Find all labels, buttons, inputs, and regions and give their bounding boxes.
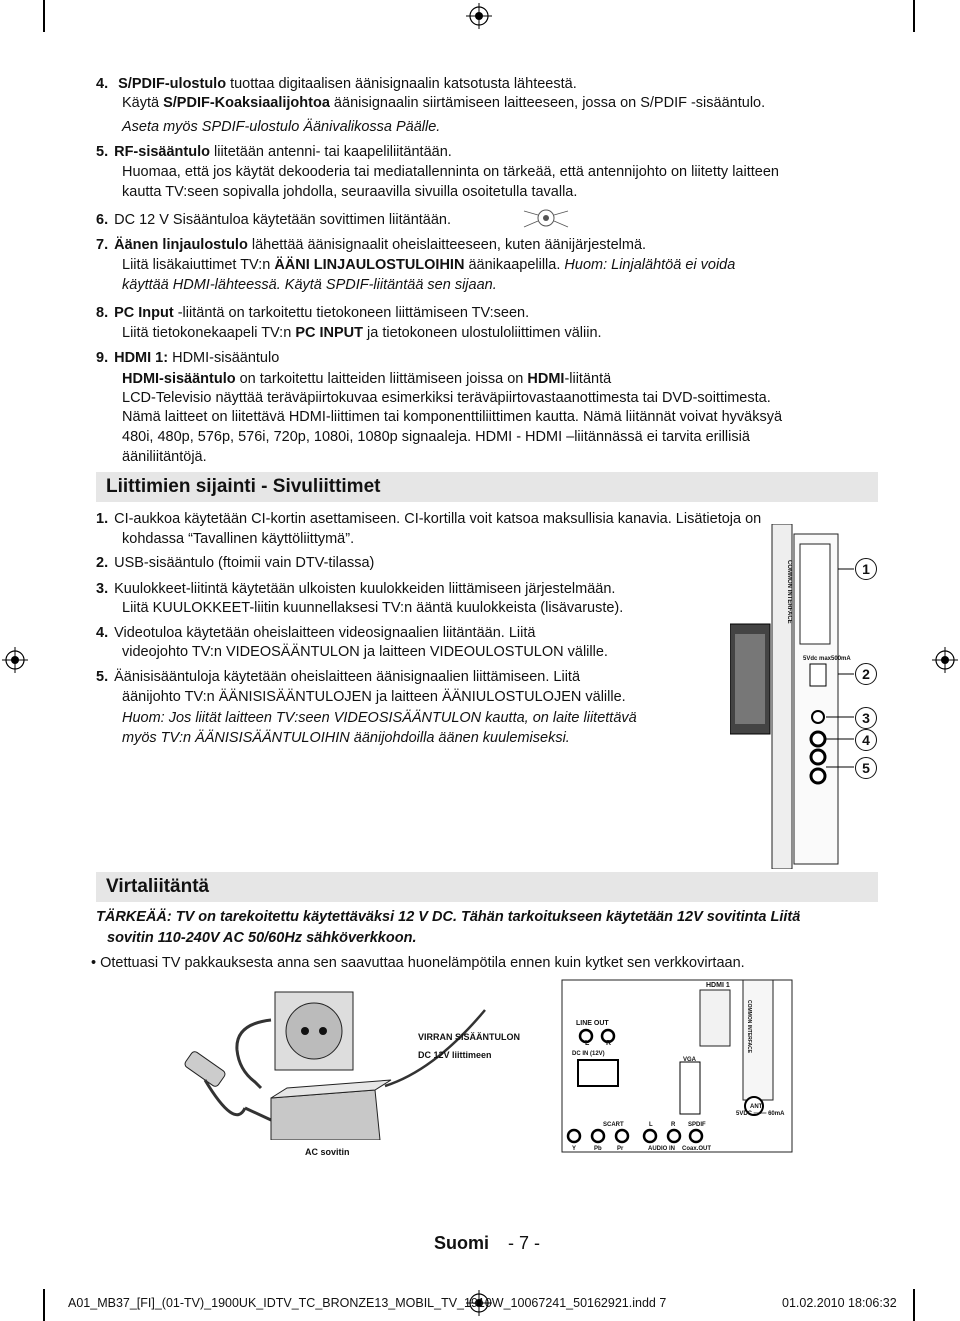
item-9-line4: Nämä laitteet on liitettävä HDMI-liittimen tai komponenttiliittimen kautta. Nämä liitännät voivat hyväksyä (122, 409, 783, 425)
item-text: HDMI-sisääntulo (168, 350, 280, 366)
text: ja tietokoneen ulostuloliittimen väliin. (362, 325, 602, 341)
panel-ci: COMMON INTERFACE (746, 1000, 752, 1054)
item-4-line1 (96, 75, 577, 94)
item-number: 4. (96, 76, 109, 92)
footer-timestamp: 01.02.2010 18:06:32 (782, 1296, 897, 1310)
text: äänikaapelilla. (464, 257, 565, 273)
item-title: Äänen linjaulostulo (114, 237, 248, 253)
item-4-line2 (122, 94, 765, 113)
panel-ant-spec: 5VDC ═══ 60mA (736, 1111, 785, 1117)
item-text: -liitäntä on tarkoitettu tietokoneen liittämiseen TV:seen. (173, 305, 530, 321)
item-title: S/PDIF-ulostulo (118, 76, 227, 92)
item-text: Videotuloa käytetään oheislaitteen videosignaalien liitäntään. Liitä (114, 625, 536, 641)
callout-5: 5 (855, 757, 877, 779)
panel-r: R (606, 1040, 612, 1047)
bold-text: HDMI-sisääntulo (122, 371, 236, 387)
item-5-line3: kautta TV:seen sopivalla johdolla, seuraavilla sivuilla osoitetulla tavalla. (122, 184, 578, 200)
dc-polarity-icon (518, 203, 574, 233)
side-panel-ci-label: COMMON INTERFACE (786, 560, 792, 624)
text: äänisignaalin siirtämiseen laitteeseen, jossa on S/PDIF -sisääntulo. (329, 95, 766, 111)
item-number: 9. (96, 350, 109, 366)
bold-text: S/PDIF-Koaksiaalijohtoa (163, 95, 330, 111)
item-title: RF-sisääntulo (114, 144, 210, 160)
item-title: HDMI 1: (114, 350, 169, 366)
italic-text: Huom: Linjalähtöä ei voida (564, 257, 736, 273)
item-9-line5: 480i, 480p, 576p, 576i, 720p, 1080i, 1080p signaaleja. HDMI - HDMI –liitännässä ei tarvita erillisiä (122, 429, 750, 445)
panel-l2: L (649, 1122, 653, 1128)
item-number: 2. (96, 555, 109, 571)
text: Käytä (122, 95, 164, 111)
item-text: liitetään antenni- tai kaapeliliitäntään. (209, 144, 452, 160)
item-text: Kuulokkeet-liitintä käytetään ulkoisten kuulokkeiden liittämiseen järjestelmään. (114, 581, 616, 597)
side-item-4-line1 (96, 624, 535, 643)
item-8-line2 (122, 324, 602, 343)
section-header-power (96, 872, 878, 902)
callout-3: 3 (855, 707, 877, 729)
item-text: CI-aukkoa käytetään CI-kortin asettamiseen. CI-kortilla voit katsoa maksullisia kanavia. Lisätietoja on (114, 511, 762, 527)
page-number: - 7 - (508, 1233, 541, 1253)
side-panel-usb-label: 5Vdc max500mA (803, 656, 851, 662)
panel-vga: VGA (683, 1057, 697, 1063)
item-5-line2: Huomaa, että jos käytät dekooderia tai mediatallenninta on tärkeää, että antennijohto on liitetty laitteen (122, 164, 779, 180)
panel-coaxout: Coax.OUT (682, 1146, 712, 1152)
item-9-line2 (122, 370, 611, 389)
panel-lineout: LINE OUT (576, 1020, 609, 1027)
bold-text: ÄÄNI LINJAULOSTULOIHIN (274, 257, 465, 273)
item-number: 5. (96, 144, 109, 160)
item-number: 8. (96, 305, 109, 321)
item-text: tuottaa digitaalisen äänisignaalin katsotusta lähteestä. (226, 76, 577, 92)
panel-dcin: DC IN (12V) (572, 1051, 605, 1057)
item-number: 1. (96, 511, 109, 527)
item-number: 3. (96, 581, 109, 597)
language-label: Suomi (434, 1233, 490, 1253)
power-bullet: • Otettuasi TV pakkauksesta anna sen saavuttaa huonelämpötila ennen kuin kytket sen verkkovirtaan. (91, 955, 745, 971)
callout-4: 4 (855, 729, 877, 751)
panel-ant: ANT (750, 1104, 763, 1110)
item-9-line1 (96, 349, 279, 368)
side-item-3-line1 (96, 580, 615, 599)
item-number: 5. (96, 669, 109, 685)
side-item-1-line2: kohdassa “Tavallinen käyttöliittymä”. (122, 531, 355, 547)
power-warning-line2: sovitin 110-240V AC 50/60Hz sähköverkkoon. (107, 930, 417, 946)
item-8-line1 (96, 304, 529, 323)
item-text: Äänisisääntuloja käytetään oheislaitteen äänisignaalien liittämiseen. Liitä (114, 669, 581, 685)
panel-r2: R (671, 1122, 676, 1128)
item-5-line1 (96, 143, 452, 162)
panel-hdmi1: HDMI 1 (706, 982, 730, 989)
power-diagram (175, 990, 495, 1140)
item-text: USB-sisääntulo (ftoimii vain DTV-tilassa) (114, 555, 375, 571)
side-item-5-note1: Huom: Jos liität laitteen TV:seen VIDEOSISÄÄNTULON kautta, on laite liitettävä (122, 710, 637, 726)
virran-label: VIRRAN SISÄÄNTULON (418, 1032, 521, 1042)
page-footer-label (434, 1233, 540, 1254)
text: Liitä lisäkaiuttimet TV:n (122, 257, 275, 273)
callout-1: 1 (855, 558, 877, 580)
item-7-line1 (96, 236, 646, 255)
panel-y: Y (572, 1146, 577, 1152)
dc12-label: DC 12V liittimeen (418, 1050, 492, 1060)
item-number: 7. (96, 237, 109, 253)
item-9-line3: LCD-Televisio näyttää teräväpiirtokuvaa esimerkiksi teräväpiirtovastaanottimesta tai DVD-soittimesta. (122, 390, 771, 406)
item-text: DC 12 V Sisääntuloa käytetään sovittimen liitäntään. (114, 212, 452, 228)
panel-scart: SCART (603, 1122, 624, 1128)
power-warning-line1: TÄRKEÄÄ: TV on tarekoitettu käytettäväksi 12 V DC. Tähän tarkoitukseen käytetään 12V sovitinta Liitä (96, 909, 801, 925)
panel-audioin: AUDIO IN (648, 1146, 675, 1152)
item-number: 6. (96, 212, 109, 228)
panel-pb: Pb (594, 1146, 602, 1152)
footer-filename: A01_MB37_[FI]_(01-TV)_1900UK_IDTV_TC_BRONZE13_MOBIL_TV_1910W_10067241_50162921.indd 7 (68, 1296, 667, 1310)
ac-adapter-label: AC sovitin (305, 1147, 350, 1157)
side-item-4-line2: videojohto TV:n VIDEOSÄÄNTULON ja laitteen VIDEOULOSTULON välille. (122, 644, 608, 660)
side-item-3-line2: Liitä KUULOKKEET-liitin kuunnellaksesi TV:n ääntä kuulokkeista (lisävaruste). (122, 600, 624, 616)
item-number: 4. (96, 625, 109, 641)
side-panel-illustration (730, 524, 860, 869)
item-text: lähettää äänisignaalit oheislaitteeseen, kuten äänijärjestelmä. (247, 237, 647, 253)
bold-text: HDMI (527, 371, 565, 387)
side-item-5-note2: myös TV:n ÄÄNISISÄÄNTULOIHIN äänijohdoilla äänen kuulemiseksi. (122, 730, 570, 746)
item-4-line3: Aseta myös SPDIF-ulostulo Äänivalikossa Päälle. (122, 119, 441, 135)
item-6-line1 (96, 211, 451, 230)
side-item-2 (96, 554, 374, 573)
section-title: Liittimien sijainti - Sivuliittimet (106, 476, 381, 497)
side-item-1-line1 (96, 510, 761, 529)
panel-l: L (585, 1040, 590, 1047)
text: Liitä tietokonekaapeli TV:n (122, 325, 296, 341)
side-item-5-line2: äänijohto TV:n ÄÄNISISÄÄNTULOJEN ja laitteen ÄÄNIULOSTULOJEN välille. (122, 689, 626, 705)
bold-text: PC INPUT (295, 325, 363, 341)
item-title: PC Input (114, 305, 174, 321)
callout-2: 2 (855, 663, 877, 685)
panel-pr: Pr (617, 1146, 624, 1152)
side-item-5-line1 (96, 668, 580, 687)
text: -liitäntä (564, 371, 612, 387)
panel-spdif: SPDIF (688, 1122, 706, 1128)
item-7-line2 (122, 256, 735, 275)
item-9-line6: ääniliitäntöjä. (122, 449, 207, 465)
item-7-line3: käyttää HDMI-lähteessä. Käytä SPDIF-liitäntää sen sijaan. (122, 277, 497, 293)
text: on tarkoitettu laitteiden liittämiseen joissa on (235, 371, 528, 387)
section-header-side-connectors (96, 472, 878, 502)
rear-panel-illustration (560, 978, 796, 1158)
section-title: Virtaliitäntä (106, 876, 210, 897)
